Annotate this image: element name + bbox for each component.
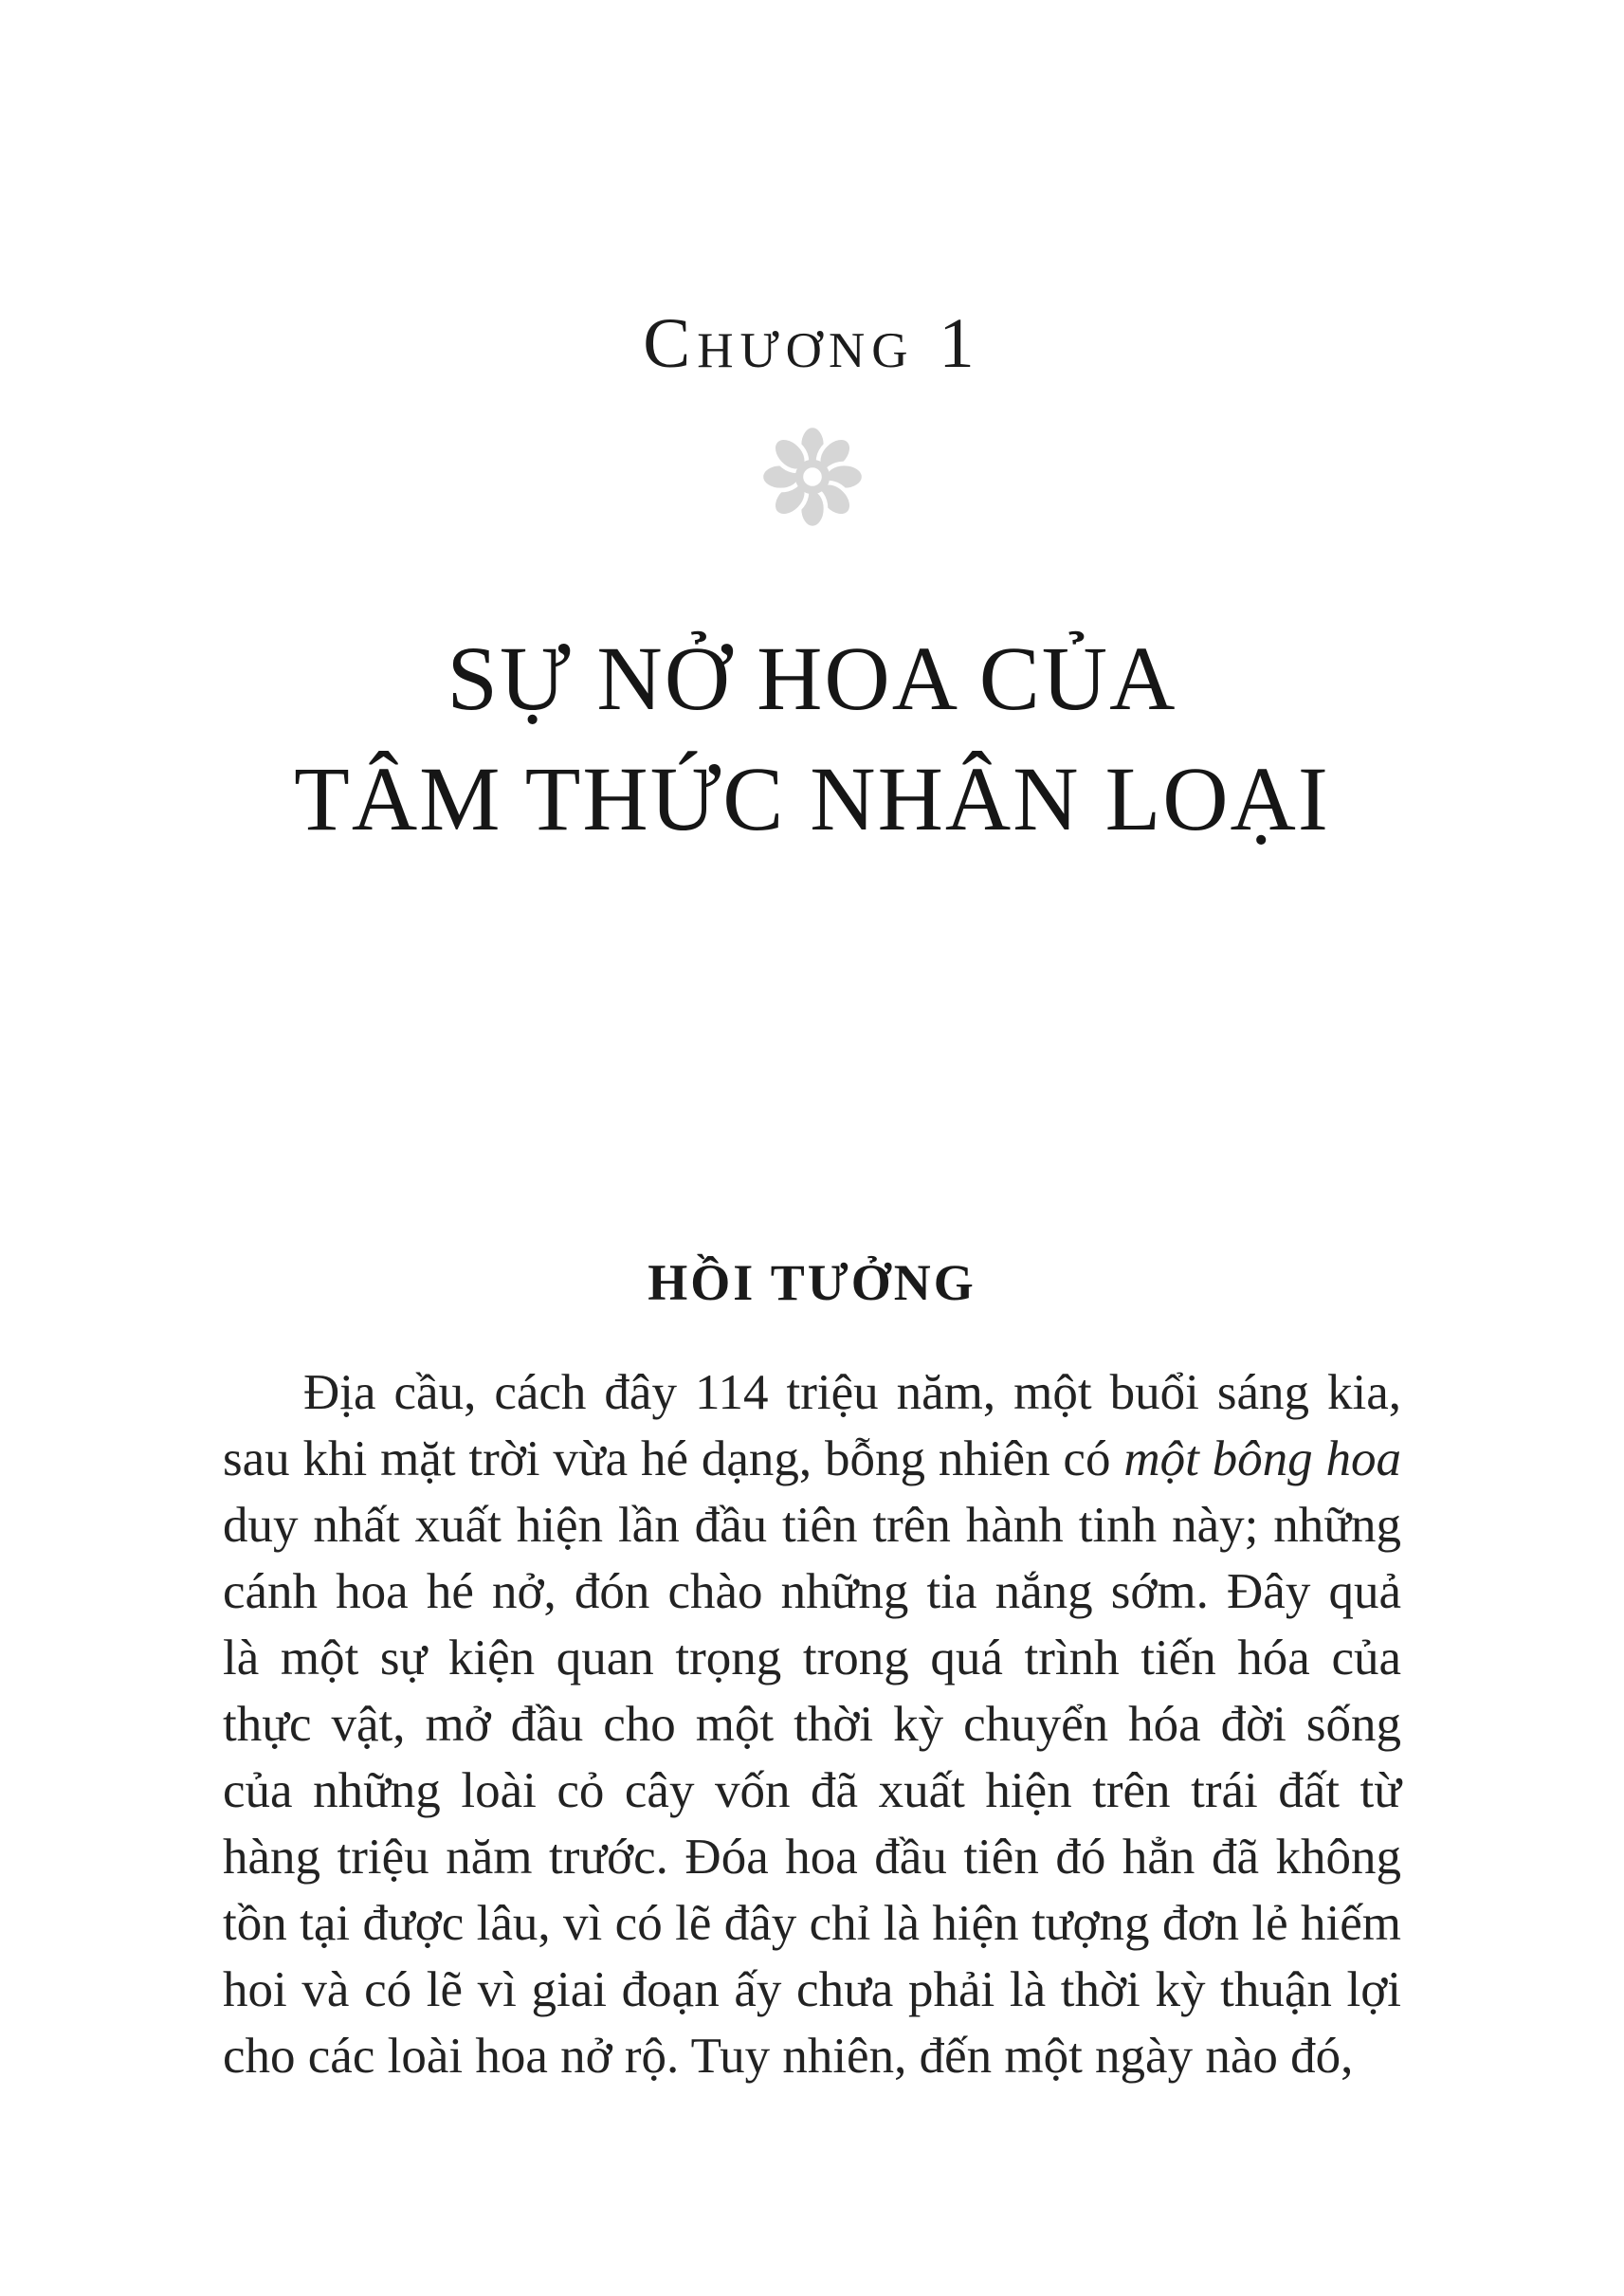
- body-line: [223, 1758, 1401, 1824]
- body-line-text: là một sự kiện quan trọng trong quá trình tiến hóa của: [223, 1631, 1401, 1686]
- chapter-heading: Chương 1: [643, 304, 981, 383]
- body-line-italic-text: một bông hoa: [1123, 1431, 1402, 1486]
- body-line-text: hàng triệu năm trước. Đóa hoa đầu tiên đó hẳn đã không: [223, 1830, 1401, 1885]
- body-line: [223, 2023, 1401, 2089]
- body-line: [223, 1824, 1401, 1890]
- section-heading: HỒI TƯỞNG: [648, 1254, 976, 1311]
- body-line-text: tồn tại được lâu, vì có lẽ đây chỉ là hiện tượng đơn lẻ hiếm: [223, 1896, 1401, 1951]
- body-line-text: của những loài cỏ cây vốn đã xuất hiện trên trái đất từ: [223, 1763, 1401, 1818]
- body-line-text: hoi và có lẽ vì giai đoạn ấy chưa phải là thời kỳ thuận lợi: [223, 1962, 1401, 2017]
- body-line-text: Địa cầu, cách đây 114 triệu năm, một buổi sáng kia,: [303, 1365, 1401, 1420]
- flower-ornament: [759, 424, 866, 530]
- body-line: [223, 1558, 1401, 1625]
- chapter-title-line-2: TÂM THỨC NHÂN LOẠI: [294, 748, 1330, 849]
- body-line-text: sau khi mặt trời vừa hé dạng, bỗng nhiên có: [223, 1431, 1124, 1486]
- body-line-text: cho các loài hoa nở rộ. Tuy nhiên, đến một ngày nào đó,: [223, 2029, 1354, 2084]
- body-line: [223, 1691, 1401, 1758]
- body-line: [223, 1957, 1401, 2023]
- body-line-text: cánh hoa hé nở, đón chào những tia nắng sớm. Đây quả: [223, 1564, 1401, 1619]
- body-line-text: thực vật, mở đầu cho một thời kỳ chuyển hóa đời sống: [223, 1697, 1401, 1752]
- body-line: [223, 1492, 1401, 1558]
- body-line: [223, 1426, 1401, 1492]
- chapter-title: [0, 618, 1624, 859]
- body-line: [223, 1890, 1401, 1957]
- chapter-title-line-1: SỰ NỞ HOA CỦA: [447, 628, 1177, 729]
- body-line-text: duy nhất xuất hiện lần đầu tiên trên hành tinh này; những: [223, 1498, 1401, 1553]
- body-line: [223, 1625, 1401, 1691]
- body-line: [223, 1359, 1401, 1426]
- body-paragraph: [223, 1359, 1401, 2089]
